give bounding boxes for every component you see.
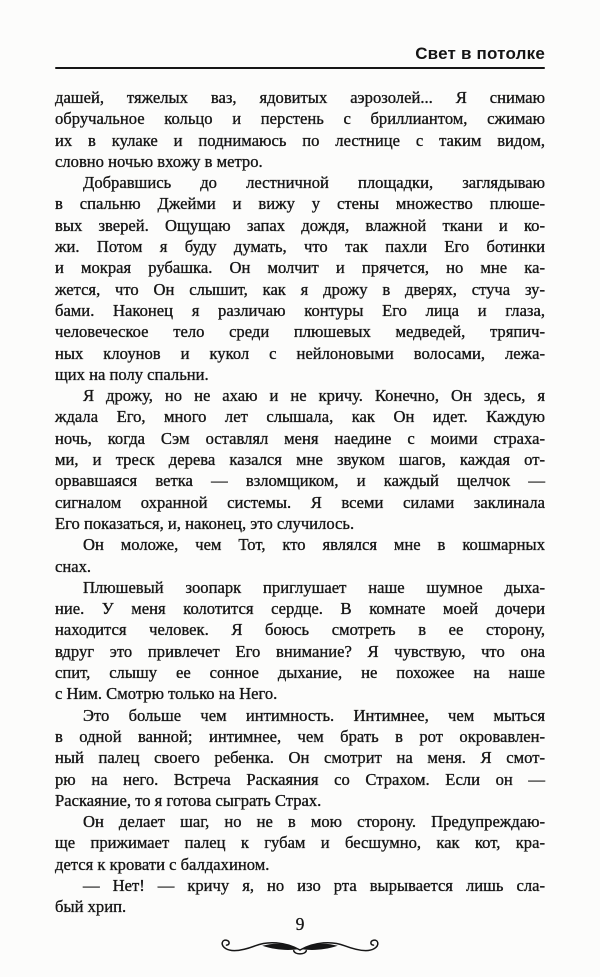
text-line: спит, слышу ее сонное дыхание, не похожее на наше bbox=[55, 663, 545, 683]
text-line: Он делает шаг, но не в мою сторону. Предупреждаю- bbox=[83, 812, 545, 832]
text-line: Добравшись до лестничной площадки, заглядываю bbox=[83, 173, 545, 193]
text-line: ми, и треск дерева казался мне звуком шагов, каждая от- bbox=[55, 450, 545, 470]
page-footer bbox=[0, 913, 600, 969]
text-line: ночь, когда Сэм оставлял меня наедине с моими страха- bbox=[55, 428, 545, 448]
header-rule bbox=[55, 67, 545, 69]
text-block bbox=[55, 87, 545, 918]
text-line: сигналом охранной системы. Я всеми силами заклинала bbox=[55, 492, 545, 512]
flourish-divider-icon bbox=[0, 936, 600, 969]
text-line: жется, что Он слышит, как я дрожу в дверях, стуча зу- bbox=[55, 279, 545, 299]
text-line: и мокрая рубашка. Он молчит и прячется, но мне ка- bbox=[55, 258, 545, 278]
text-line: вдруг это привлечет Его внимание? Я чувствую, что она bbox=[55, 641, 545, 661]
text-line: бый хрип. bbox=[55, 897, 127, 917]
text-line: рю на него. Встреча Раскаяния со Страхом. Если он — bbox=[55, 769, 545, 789]
paragraph bbox=[55, 577, 545, 705]
paragraph bbox=[55, 172, 545, 385]
paragraph bbox=[55, 705, 545, 811]
text-line: Его показаться, и, наконец, это случилось. bbox=[55, 513, 355, 533]
text-line: ных клоунов и кукол с нейлоновыми волосами, лежа- bbox=[55, 343, 545, 363]
text-line: дашей, тяжелых ваз, ядовитых аэрозолей... Я снимаю bbox=[55, 88, 545, 107]
text-line: в спальню Джейми и вижу у стены множество плюше- bbox=[55, 194, 545, 214]
text-line: ждала Его, много лет слышала, как Он идет. Каждую bbox=[55, 407, 545, 427]
paragraph bbox=[55, 811, 545, 875]
text-line: вых зверей. Ощущаю запах дождя, влажной ткани и ко- bbox=[55, 215, 545, 235]
text-line: ще прижимает палец к губам и бесшумно, как кот, кра- bbox=[55, 833, 545, 853]
text-line: бами. Наконец я различаю контуры Его лица и глаза, bbox=[55, 300, 545, 320]
text-line: — Нет! — кричу я, но изо рта вырывается лишь сла- bbox=[83, 875, 545, 895]
text-line: Он моложе, чем Тот, кто являлся мне в кошмарных bbox=[83, 535, 545, 555]
text-line: обручальное кольцо и перстень с бриллиантом, сжимаю bbox=[55, 109, 545, 129]
text-line: человеческое тело среди плюшевых медведей, тряпич- bbox=[55, 322, 545, 342]
text-line: их в кулаке и поднимаюсь по лестнице с таким видом, bbox=[55, 130, 545, 150]
text-line: жи. Потом я буду думать, что так пахли Его ботинки bbox=[55, 237, 545, 257]
text-line: Я дрожу, но не ахаю и не кричу. Конечно, Он здесь, я bbox=[83, 386, 545, 406]
paragraph bbox=[55, 875, 545, 918]
text-line: словно ночью вхожу в метро. bbox=[55, 151, 263, 171]
text-line: находится человек. Я боюсь смотреть в ее сторону, bbox=[55, 620, 545, 640]
text-line: с Ним. Смотрю только на Него. bbox=[55, 684, 278, 704]
text-line: Это больше чем интимность. Интимнее, чем мыться bbox=[83, 705, 545, 725]
text-line: Плюшевый зоопарк приглушает наше шумное дыха- bbox=[83, 577, 545, 597]
text-line: ный палец своего ребенка. Он смотрит на меня. Я смот- bbox=[55, 748, 545, 768]
text-line: щих на полу спальни. bbox=[55, 364, 209, 384]
text-line: Раскаяние, то я готова сыграть Страх. bbox=[55, 790, 322, 810]
paragraph bbox=[55, 385, 545, 534]
paragraph bbox=[55, 534, 545, 577]
running-header-title: Свет в потолке bbox=[415, 44, 545, 63]
text-line: в одной ванной; интимнее, чем брать в рот окровавлен- bbox=[55, 726, 545, 746]
paragraph bbox=[55, 87, 545, 172]
text-line: орвавшаяся ветка — взломщиком, и каждый щелчок — bbox=[55, 471, 545, 491]
page-number: 9 bbox=[295, 914, 305, 934]
text-line: дется к кровати с балдахином. bbox=[55, 854, 270, 874]
text-line: ние. У меня колотится сердце. В комнате моей дочери bbox=[55, 599, 545, 619]
text-line: снах. bbox=[55, 556, 92, 576]
